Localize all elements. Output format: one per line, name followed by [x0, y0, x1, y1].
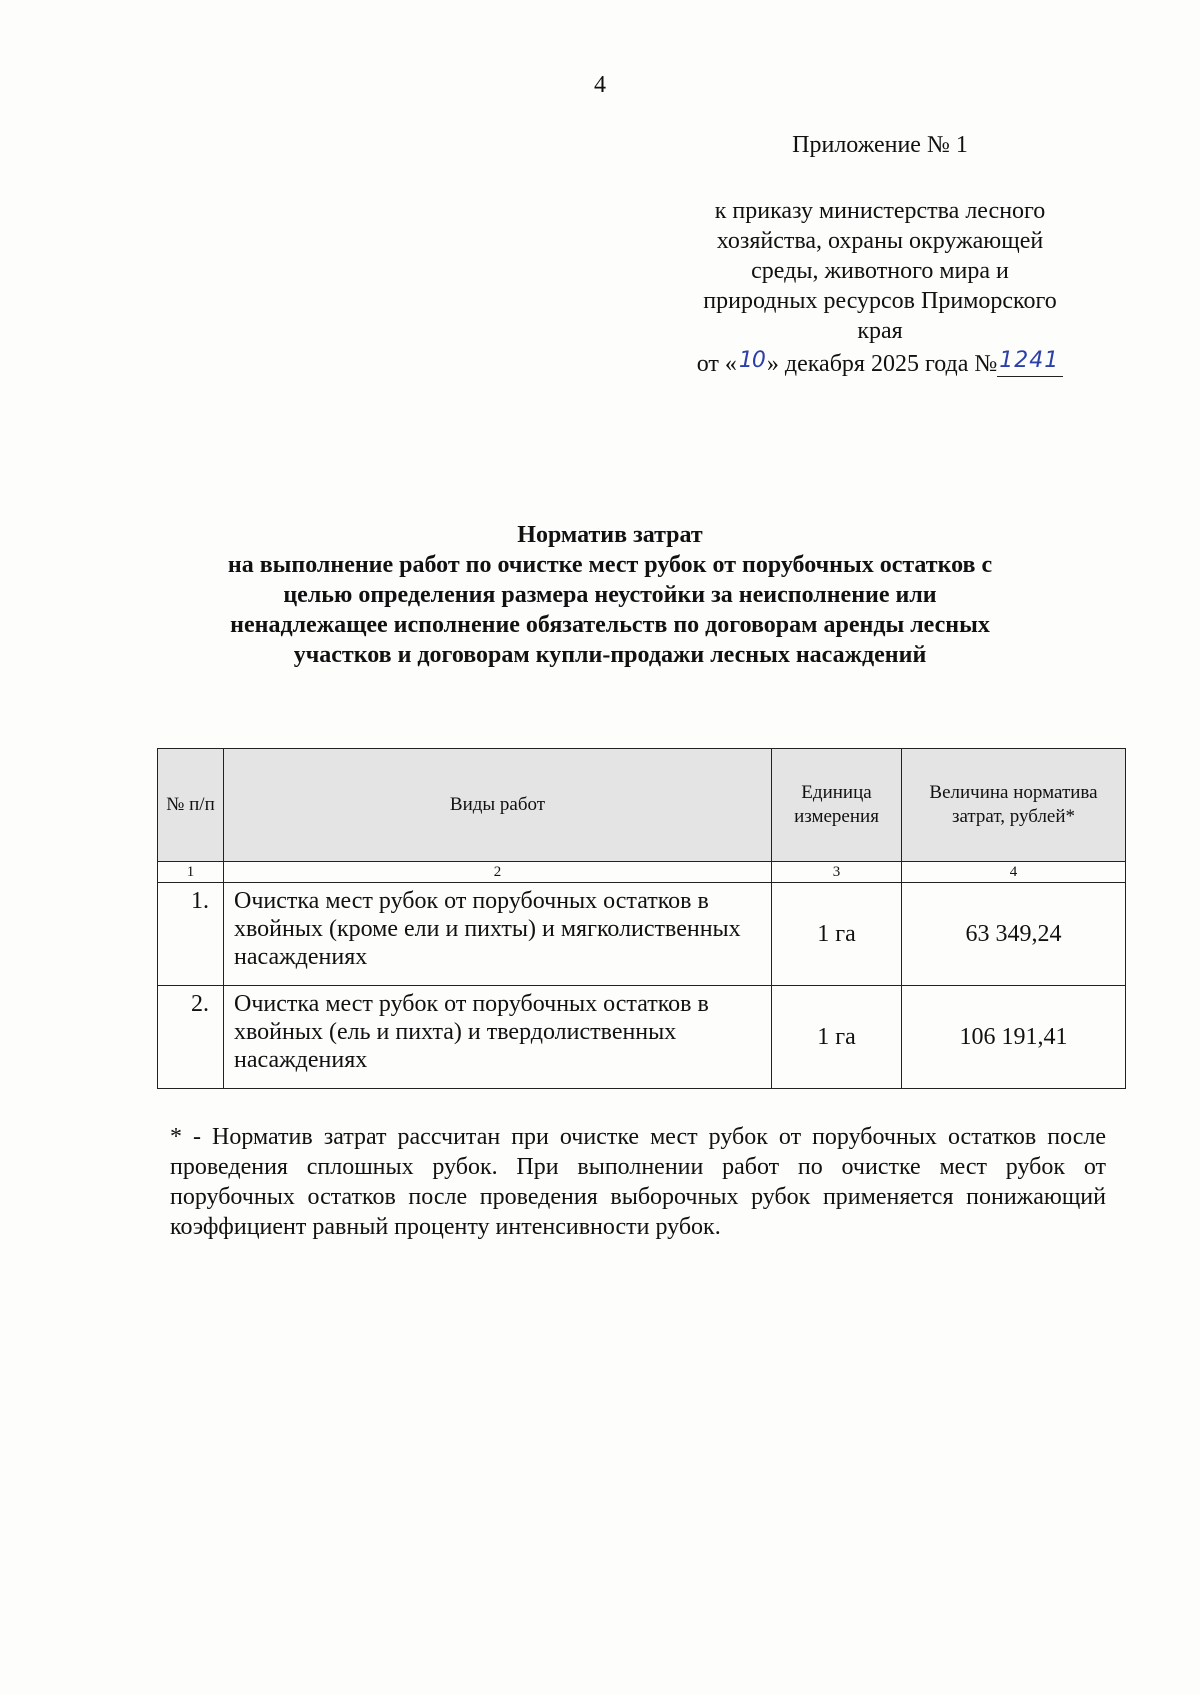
unit-cell: 1 га — [772, 883, 902, 986]
table-header-row — [158, 749, 1126, 862]
handwritten-day: 10 — [738, 348, 765, 373]
table-row — [158, 986, 1126, 1089]
norm-value-cell: 106 191,41 — [902, 986, 1126, 1089]
appendix-caption — [660, 196, 1100, 379]
table-row — [158, 883, 1126, 986]
title-line: Норматив затрат — [517, 522, 703, 548]
header-number: № п/п — [158, 749, 224, 862]
handwritten-order-number: 1241 — [997, 346, 1063, 377]
column-number: 3 — [772, 862, 902, 883]
cost-norm-table — [157, 748, 1126, 1089]
title-line: на выполнение работ по очистке мест рубок от порубочных остатков с — [227, 552, 993, 578]
order-date-line — [660, 346, 1100, 379]
header-norm-value: Величина норматива затрат, рублей* — [902, 749, 1126, 862]
column-number-row — [158, 862, 1126, 883]
title-line: целью определения размера неустойки за неисполнение или — [283, 582, 937, 608]
row-number: 1. — [158, 883, 224, 986]
column-number: 2 — [224, 862, 772, 883]
order-middle: » декабря 2025 года № — [766, 351, 998, 377]
page-number: 4 — [594, 72, 606, 98]
header-unit: Единица измерения — [772, 749, 902, 862]
order-prefix: от « — [696, 351, 737, 377]
work-type-cell: Очистка мест рубок от порубочных остатков в хвойных (кроме ели и пихты) и мягколиственных насаждениях — [224, 883, 772, 986]
column-number: 4 — [902, 862, 1126, 883]
header-work-type: Виды работ — [224, 749, 772, 862]
unit-cell: 1 га — [772, 986, 902, 1089]
column-number: 1 — [158, 862, 224, 883]
appendix-title: Приложение № 1 — [792, 132, 968, 158]
appendix-line: природных ресурсов Приморского — [703, 288, 1057, 314]
row-number: 2. — [158, 986, 224, 1089]
title-line: участков и договорам купли-продажи лесных насаждений — [293, 642, 927, 668]
appendix-line: хозяйства, охраны окружающей — [716, 228, 1044, 254]
norm-value-cell: 63 349,24 — [902, 883, 1126, 986]
document-title — [160, 520, 1060, 670]
work-type-cell: Очистка мест рубок от порубочных остатков в хвойных (ель и пихта) и твердолиственных насаждениях — [224, 986, 772, 1089]
appendix-line: среды, животного мира и — [751, 258, 1009, 284]
footnote: * - Норматив затрат рассчитан при очистке мест рубок от порубочных остатков после проведения сплошных рубок. При выполнении работ по очистке мест рубок от порубочных остатков после проведения выборочных рубок применяется понижающий коэффициент равный проценту интенсивности рубок. — [170, 1124, 1106, 1240]
title-line: ненадлежащее исполнение обязательств по договорам аренды лесных — [230, 612, 990, 638]
appendix-line: края — [857, 318, 903, 344]
appendix-line: к приказу министерства лесного — [714, 198, 1046, 224]
